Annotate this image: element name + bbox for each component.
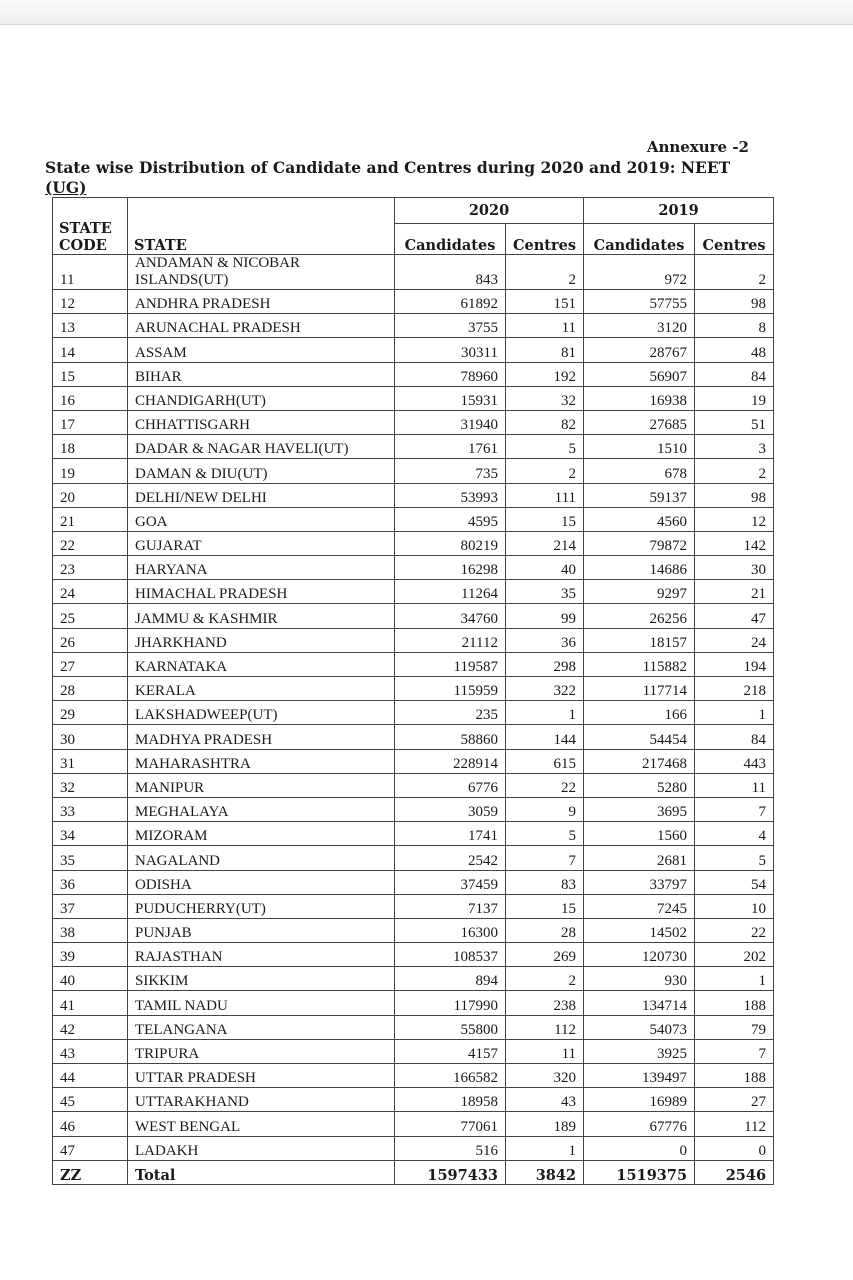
cell-candidates-2020: 1761 — [395, 435, 506, 459]
cell-state-name: NAGALAND — [128, 846, 395, 870]
cell-centres-2019: 79 — [695, 1015, 774, 1039]
cell-state-name: RAJASTHAN — [128, 943, 395, 967]
cell-candidates-2019: 1519375 — [584, 1160, 695, 1184]
cell-candidates-2019: 139497 — [584, 1064, 695, 1088]
cell-candidates-2019: 0 — [584, 1136, 695, 1160]
cell-state-code: 35 — [53, 846, 128, 870]
cell-candidates-2020: 6776 — [395, 773, 506, 797]
table-row — [53, 749, 774, 773]
table-row — [53, 604, 774, 628]
cell-centres-2020: 22 — [506, 773, 584, 797]
cell-candidates-2020: 15931 — [395, 386, 506, 410]
cell-candidates-2019: 166 — [584, 701, 695, 725]
cell-candidates-2020: 516 — [395, 1136, 506, 1160]
cell-candidates-2019: 18157 — [584, 628, 695, 652]
header-centres-2020: Centres — [506, 224, 584, 255]
cell-centres-2019: 1 — [695, 967, 774, 991]
header-centres-2019: Centres — [695, 224, 774, 255]
table-row — [53, 362, 774, 386]
cell-candidates-2020: 235 — [395, 701, 506, 725]
cell-candidates-2019: 3120 — [584, 314, 695, 338]
cell-centres-2020: 2 — [506, 255, 584, 290]
cell-centres-2019: 98 — [695, 290, 774, 314]
cell-state-name: MADHYA PRADESH — [128, 725, 395, 749]
cell-centres-2020: 151 — [506, 290, 584, 314]
cell-centres-2019: 142 — [695, 531, 774, 555]
cell-centres-2019: 8 — [695, 314, 774, 338]
cell-state-code: 17 — [53, 410, 128, 434]
header-candidates-2020: Candidates — [395, 224, 506, 255]
cell-candidates-2019: 972 — [584, 255, 695, 290]
cell-centres-2019: 443 — [695, 749, 774, 773]
cell-centres-2020: 28 — [506, 918, 584, 942]
cell-candidates-2020: 53993 — [395, 483, 506, 507]
cell-candidates-2020: 30311 — [395, 338, 506, 362]
cell-candidates-2019: 115882 — [584, 652, 695, 676]
cell-state-name: GUJARAT — [128, 531, 395, 555]
cell-centres-2020: 81 — [506, 338, 584, 362]
table-row — [53, 701, 774, 725]
cell-candidates-2019: 79872 — [584, 531, 695, 555]
cell-candidates-2019: 4560 — [584, 507, 695, 531]
cell-candidates-2020: 1741 — [395, 822, 506, 846]
cell-centres-2019: 2 — [695, 255, 774, 290]
cell-state-code: 44 — [53, 1064, 128, 1088]
cell-state-code: 20 — [53, 483, 128, 507]
cell-candidates-2019: 56907 — [584, 362, 695, 386]
header-candidates-2019: Candidates — [584, 224, 695, 255]
cell-state-name: TRIPURA — [128, 1039, 395, 1063]
header-state: STATE — [128, 198, 395, 255]
cell-centres-2020: 2 — [506, 967, 584, 991]
cell-centres-2019: 2546 — [695, 1160, 774, 1184]
cell-centres-2020: 3842 — [506, 1160, 584, 1184]
distribution-table — [52, 197, 774, 1185]
cell-state-code: 27 — [53, 652, 128, 676]
table-row — [53, 822, 774, 846]
cell-centres-2019: 11 — [695, 773, 774, 797]
cell-state-code: 39 — [53, 943, 128, 967]
header-row-years — [53, 198, 774, 224]
cell-state-name: KERALA — [128, 677, 395, 701]
cell-state-code: 32 — [53, 773, 128, 797]
cell-candidates-2019: 678 — [584, 459, 695, 483]
cell-candidates-2020: 117990 — [395, 991, 506, 1015]
cell-candidates-2019: 2681 — [584, 846, 695, 870]
table-row — [53, 459, 774, 483]
cell-candidates-2020: 78960 — [395, 362, 506, 386]
cell-candidates-2020: 16300 — [395, 918, 506, 942]
cell-candidates-2020: 4157 — [395, 1039, 506, 1063]
cell-state-name: ODISHA — [128, 870, 395, 894]
cell-state-code: 40 — [53, 967, 128, 991]
cell-candidates-2020: 58860 — [395, 725, 506, 749]
header-year-2019: 2019 — [584, 198, 774, 224]
cell-centres-2020: 5 — [506, 822, 584, 846]
cell-candidates-2019: 117714 — [584, 677, 695, 701]
cell-candidates-2020: 77061 — [395, 1112, 506, 1136]
table-row — [53, 725, 774, 749]
cell-candidates-2020: 843 — [395, 255, 506, 290]
cell-state-name: ASSAM — [128, 338, 395, 362]
cell-centres-2020: 112 — [506, 1015, 584, 1039]
cell-state-name: TELANGANA — [128, 1015, 395, 1039]
cell-state-name: HARYANA — [128, 556, 395, 580]
cell-candidates-2020: 108537 — [395, 943, 506, 967]
cell-candidates-2019: 7245 — [584, 894, 695, 918]
cell-centres-2019: 5 — [695, 846, 774, 870]
cell-centres-2019: 84 — [695, 362, 774, 386]
title-line-1: State wise Distribution of Candidate and Centres during 2020 and 2019: NEET — [45, 158, 731, 177]
cell-state-code: 34 — [53, 822, 128, 846]
cell-centres-2019: 47 — [695, 604, 774, 628]
cell-candidates-2020: 21112 — [395, 628, 506, 652]
table-row — [53, 556, 774, 580]
cell-centres-2020: 320 — [506, 1064, 584, 1088]
cell-state-code: 11 — [53, 255, 128, 290]
cell-state-name: BIHAR — [128, 362, 395, 386]
table-row — [53, 773, 774, 797]
cell-candidates-2020: 4595 — [395, 507, 506, 531]
cell-centres-2020: 1 — [506, 701, 584, 725]
cell-candidates-2019: 54454 — [584, 725, 695, 749]
cell-candidates-2019: 33797 — [584, 870, 695, 894]
cell-centres-2019: 188 — [695, 991, 774, 1015]
cell-state-name: WEST BENGAL — [128, 1112, 395, 1136]
cell-centres-2019: 22 — [695, 918, 774, 942]
cell-state-name: CHANDIGARH(UT) — [128, 386, 395, 410]
annexure-label: Annexure -2 — [646, 138, 749, 156]
cell-centres-2020: 15 — [506, 507, 584, 531]
cell-state-name: MIZORAM — [128, 822, 395, 846]
cell-candidates-2019: 59137 — [584, 483, 695, 507]
cell-candidates-2020: 3059 — [395, 797, 506, 821]
cell-state-name: DADAR & NAGAR HAVELI(UT) — [128, 435, 395, 459]
cell-centres-2020: 269 — [506, 943, 584, 967]
table-row — [53, 1136, 774, 1160]
cell-centres-2020: 144 — [506, 725, 584, 749]
cell-candidates-2019: 16989 — [584, 1088, 695, 1112]
cell-state-name: DAMAN & DIU(UT) — [128, 459, 395, 483]
cell-state-name: CHHATTISGARH — [128, 410, 395, 434]
cell-state-code: 16 — [53, 386, 128, 410]
cell-candidates-2019: 120730 — [584, 943, 695, 967]
table-row — [53, 797, 774, 821]
cell-centres-2020: 322 — [506, 677, 584, 701]
table-body — [53, 255, 774, 1185]
table-row — [53, 255, 774, 290]
cell-centres-2019: 3 — [695, 435, 774, 459]
table-row — [53, 338, 774, 362]
cell-state-name: SIKKIM — [128, 967, 395, 991]
table-row — [53, 483, 774, 507]
cell-state-name: MEGHALAYA — [128, 797, 395, 821]
header-year-2020: 2020 — [395, 198, 584, 224]
cell-candidates-2020: 31940 — [395, 410, 506, 434]
cell-centres-2019: 194 — [695, 652, 774, 676]
cell-state-name: LADAKH — [128, 1136, 395, 1160]
cell-state-name: DELHI/NEW DELHI — [128, 483, 395, 507]
cell-state-code: 24 — [53, 580, 128, 604]
cell-centres-2020: 2 — [506, 459, 584, 483]
cell-candidates-2020: 37459 — [395, 870, 506, 894]
cell-centres-2020: 7 — [506, 846, 584, 870]
table-row — [53, 991, 774, 1015]
cell-candidates-2019: 217468 — [584, 749, 695, 773]
cell-state-name: LAKSHADWEEP(UT) — [128, 701, 395, 725]
cell-candidates-2019: 9297 — [584, 580, 695, 604]
cell-centres-2019: 54 — [695, 870, 774, 894]
cell-centres-2019: 0 — [695, 1136, 774, 1160]
cell-state-code: 12 — [53, 290, 128, 314]
cell-state-code: 22 — [53, 531, 128, 555]
cell-centres-2019: 218 — [695, 677, 774, 701]
cell-state-name: MANIPUR — [128, 773, 395, 797]
cell-state-code: ZZ — [53, 1160, 128, 1184]
cell-candidates-2019: 16938 — [584, 386, 695, 410]
cell-state-name: PUNJAB — [128, 918, 395, 942]
cell-state-name: PUDUCHERRY(UT) — [128, 894, 395, 918]
cell-candidates-2019: 3695 — [584, 797, 695, 821]
cell-centres-2020: 83 — [506, 870, 584, 894]
viewer-top-bar — [0, 0, 853, 25]
cell-candidates-2020: 61892 — [395, 290, 506, 314]
table-row — [53, 1112, 774, 1136]
cell-centres-2019: 51 — [695, 410, 774, 434]
cell-candidates-2019: 57755 — [584, 290, 695, 314]
cell-candidates-2019: 14502 — [584, 918, 695, 942]
cell-state-code: 31 — [53, 749, 128, 773]
cell-candidates-2020: 55800 — [395, 1015, 506, 1039]
title-line-2: (UG) — [45, 178, 87, 197]
cell-centres-2019: 188 — [695, 1064, 774, 1088]
cell-centres-2019: 202 — [695, 943, 774, 967]
cell-centres-2019: 12 — [695, 507, 774, 531]
cell-centres-2020: 11 — [506, 314, 584, 338]
cell-centres-2019: 7 — [695, 1039, 774, 1063]
table-row — [53, 894, 774, 918]
cell-state-code: 13 — [53, 314, 128, 338]
cell-centres-2019: 98 — [695, 483, 774, 507]
cell-centres-2019: 30 — [695, 556, 774, 580]
cell-state-code: 14 — [53, 338, 128, 362]
cell-centres-2020: 214 — [506, 531, 584, 555]
cell-candidates-2019: 26256 — [584, 604, 695, 628]
cell-centres-2019: 27 — [695, 1088, 774, 1112]
table-row — [53, 1039, 774, 1063]
cell-candidates-2019: 5280 — [584, 773, 695, 797]
table-row — [53, 386, 774, 410]
cell-centres-2020: 238 — [506, 991, 584, 1015]
table-row — [53, 435, 774, 459]
cell-candidates-2019: 930 — [584, 967, 695, 991]
cell-candidates-2019: 134714 — [584, 991, 695, 1015]
cell-state-code: 21 — [53, 507, 128, 531]
cell-candidates-2020: 2542 — [395, 846, 506, 870]
cell-candidates-2020: 115959 — [395, 677, 506, 701]
cell-centres-2020: 192 — [506, 362, 584, 386]
cell-state-code: 46 — [53, 1112, 128, 1136]
cell-candidates-2020: 16298 — [395, 556, 506, 580]
cell-state-name: Total — [128, 1160, 395, 1184]
table-row — [53, 918, 774, 942]
cell-state-code: 18 — [53, 435, 128, 459]
cell-state-code: 43 — [53, 1039, 128, 1063]
cell-state-name: KARNATAKA — [128, 652, 395, 676]
table-row — [53, 846, 774, 870]
cell-state-code: 29 — [53, 701, 128, 725]
table-row — [53, 628, 774, 652]
cell-state-name: TAMIL NADU — [128, 991, 395, 1015]
cell-centres-2019: 1 — [695, 701, 774, 725]
cell-centres-2020: 9 — [506, 797, 584, 821]
cell-candidates-2019: 1560 — [584, 822, 695, 846]
cell-state-name: ANDHRA PRADESH — [128, 290, 395, 314]
table-row — [53, 677, 774, 701]
cell-candidates-2020: 228914 — [395, 749, 506, 773]
cell-state-code: 47 — [53, 1136, 128, 1160]
cell-centres-2020: 82 — [506, 410, 584, 434]
cell-candidates-2020: 34760 — [395, 604, 506, 628]
table-row — [53, 943, 774, 967]
cell-centres-2020: 15 — [506, 894, 584, 918]
cell-candidates-2019: 54073 — [584, 1015, 695, 1039]
cell-state-name: HIMACHAL PRADESH — [128, 580, 395, 604]
cell-state-code: 42 — [53, 1015, 128, 1039]
cell-state-name: ARUNACHAL PRADESH — [128, 314, 395, 338]
cell-centres-2019: 7 — [695, 797, 774, 821]
cell-centres-2020: 35 — [506, 580, 584, 604]
cell-centres-2020: 36 — [506, 628, 584, 652]
cell-centres-2020: 1 — [506, 1136, 584, 1160]
cell-candidates-2020: 119587 — [395, 652, 506, 676]
cell-centres-2020: 99 — [506, 604, 584, 628]
cell-centres-2019: 21 — [695, 580, 774, 604]
document-title — [45, 158, 765, 198]
table-row — [53, 1088, 774, 1112]
cell-state-code: 45 — [53, 1088, 128, 1112]
cell-candidates-2019: 3925 — [584, 1039, 695, 1063]
cell-state-name: ANDAMAN & NICOBAR ISLANDS(UT) — [128, 255, 395, 290]
table-row — [53, 410, 774, 434]
cell-state-name: UTTAR PRADESH — [128, 1064, 395, 1088]
cell-centres-2020: 615 — [506, 749, 584, 773]
cell-state-code: 25 — [53, 604, 128, 628]
table-row — [53, 652, 774, 676]
cell-state-code: 41 — [53, 991, 128, 1015]
cell-centres-2020: 11 — [506, 1039, 584, 1063]
cell-centres-2020: 32 — [506, 386, 584, 410]
cell-centres-2019: 24 — [695, 628, 774, 652]
header-state-code: STATE CODE — [53, 198, 128, 255]
cell-state-code: 19 — [53, 459, 128, 483]
cell-state-code: 15 — [53, 362, 128, 386]
cell-state-name: GOA — [128, 507, 395, 531]
table-row — [53, 1015, 774, 1039]
cell-candidates-2020: 18958 — [395, 1088, 506, 1112]
cell-centres-2019: 4 — [695, 822, 774, 846]
cell-state-code: 26 — [53, 628, 128, 652]
cell-centres-2019: 2 — [695, 459, 774, 483]
cell-state-name: MAHARASHTRA — [128, 749, 395, 773]
cell-centres-2020: 5 — [506, 435, 584, 459]
cell-centres-2020: 111 — [506, 483, 584, 507]
cell-state-code: 28 — [53, 677, 128, 701]
table-row — [53, 314, 774, 338]
cell-centres-2019: 19 — [695, 386, 774, 410]
cell-candidates-2019: 14686 — [584, 556, 695, 580]
cell-candidates-2020: 3755 — [395, 314, 506, 338]
cell-candidates-2019: 1510 — [584, 435, 695, 459]
cell-state-code: 30 — [53, 725, 128, 749]
cell-state-code: 38 — [53, 918, 128, 942]
cell-state-code: 36 — [53, 870, 128, 894]
table-row — [53, 870, 774, 894]
cell-centres-2020: 43 — [506, 1088, 584, 1112]
cell-centres-2020: 189 — [506, 1112, 584, 1136]
cell-candidates-2020: 80219 — [395, 531, 506, 555]
cell-candidates-2020: 11264 — [395, 580, 506, 604]
cell-candidates-2020: 894 — [395, 967, 506, 991]
table-row — [53, 507, 774, 531]
cell-centres-2019: 10 — [695, 894, 774, 918]
cell-state-code: 33 — [53, 797, 128, 821]
table-row — [53, 290, 774, 314]
cell-state-code: 37 — [53, 894, 128, 918]
cell-centres-2020: 40 — [506, 556, 584, 580]
table-row — [53, 531, 774, 555]
total-row — [53, 1160, 774, 1184]
cell-centres-2020: 298 — [506, 652, 584, 676]
cell-candidates-2019: 67776 — [584, 1112, 695, 1136]
cell-candidates-2020: 1597433 — [395, 1160, 506, 1184]
table-row — [53, 967, 774, 991]
cell-centres-2019: 48 — [695, 338, 774, 362]
table-row — [53, 580, 774, 604]
cell-candidates-2020: 166582 — [395, 1064, 506, 1088]
cell-centres-2019: 112 — [695, 1112, 774, 1136]
cell-candidates-2020: 735 — [395, 459, 506, 483]
cell-state-name: JAMMU & KASHMIR — [128, 604, 395, 628]
cell-centres-2019: 84 — [695, 725, 774, 749]
cell-state-name: UTTARAKHAND — [128, 1088, 395, 1112]
table-row — [53, 1064, 774, 1088]
cell-candidates-2019: 28767 — [584, 338, 695, 362]
cell-state-name: JHARKHAND — [128, 628, 395, 652]
cell-state-code: 23 — [53, 556, 128, 580]
cell-candidates-2019: 27685 — [584, 410, 695, 434]
cell-candidates-2020: 7137 — [395, 894, 506, 918]
